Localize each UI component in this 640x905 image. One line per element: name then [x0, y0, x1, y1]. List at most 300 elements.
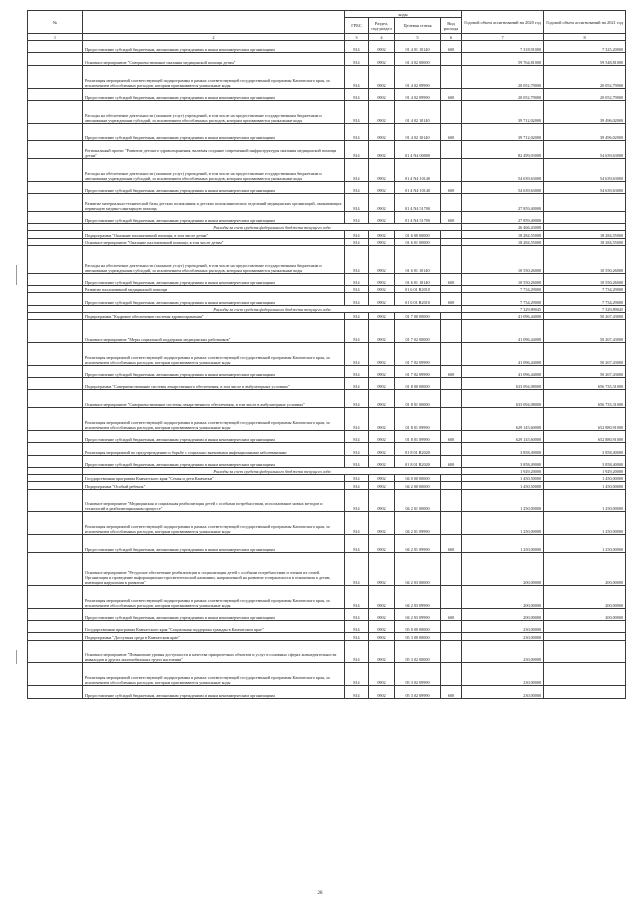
cell-expense-type: 600: [441, 455, 462, 467]
cell-sum-2021: 200,00000: [544, 585, 626, 608]
header-sum-2021: Годовой объем ассигнований на 2021 год: [544, 11, 626, 34]
cell-number: [28, 633, 83, 640]
cell-number: [28, 489, 83, 512]
cell-razdel: 0902: [369, 273, 395, 285]
index-cell: 1: [28, 34, 83, 41]
cell-number: [28, 535, 83, 553]
cell-sum-2020: 59 764,81000: [462, 53, 544, 65]
cell-sum-2020: 3 858,49000: [462, 443, 544, 455]
cell-sum-2021: 20 052,79000: [544, 88, 626, 100]
cell-razdel: 0902: [369, 489, 395, 512]
header-name: [83, 11, 345, 34]
cell-expense-type: [441, 585, 462, 608]
table-row: [28, 686, 626, 698]
cell-razdel: 0902: [369, 663, 395, 686]
cell-name: Развитие материально-технической базы детских поликлиник и детских поликлинических отделений медицинских организаций, оказывающих первичную медико-санитарную помощь: [83, 194, 345, 212]
cell-number: [28, 273, 83, 285]
cell-grbs: 814: [345, 633, 369, 640]
cell-target-article: 01 4 02 09990: [395, 65, 441, 88]
cell-expense-type: [441, 245, 462, 273]
cell-number: [28, 482, 83, 489]
cell-sum-2020: 27 859,40000: [462, 211, 544, 223]
cell-grbs: 814: [345, 663, 369, 686]
table-row: [28, 365, 626, 377]
cell-razdel: 0902: [369, 286, 395, 293]
cell-razdel: 0902: [369, 181, 395, 193]
cell-target-article: 05 3 00 00000: [395, 633, 441, 640]
index-cell: 2: [83, 34, 345, 41]
cell-target-article: 01 6 00 00000: [395, 231, 441, 238]
cell-sum-2020: 39 712,02000: [462, 123, 544, 141]
cell-sum-2020: 41 096,44000: [462, 342, 544, 365]
cell-number: [28, 430, 83, 442]
cell-sum-2021: [544, 211, 626, 223]
cell-sum-2021: 200,00000: [544, 552, 626, 585]
cell-number: [28, 53, 83, 65]
table-row: [28, 390, 626, 408]
table-row: [28, 378, 626, 390]
cell-grbs: 814: [345, 640, 369, 663]
cell-name: Подпрограмма "Кадровое обеспечение системы здравоохранения": [83, 312, 345, 319]
cell-sum-2020: 629 145,60000: [462, 430, 544, 442]
cell-target-article: 01 4 02 10140: [395, 123, 441, 141]
table-row: [28, 443, 626, 455]
cell-expense-type: 600: [441, 293, 462, 305]
cell-sum-2021: 59 548,81000: [544, 53, 626, 65]
cell-number: [28, 305, 83, 312]
cell-target-article: 01 4 N4 51700: [395, 211, 441, 223]
cell-target-article: 01 6 01 R2010: [395, 286, 441, 293]
cell-expense-type: [441, 663, 462, 686]
table-row: [28, 640, 626, 663]
cell-number: [28, 181, 83, 193]
table-row: [28, 100, 626, 123]
cell-sum-2021: 200,00000: [544, 608, 626, 620]
cell-grbs: 814: [345, 535, 369, 553]
cell-expense-type: [441, 552, 462, 585]
cell-name: Предоставление субсидий бюджетным, автономным учреждениям и иным некоммерческим организациям: [83, 211, 345, 223]
table-row: [28, 489, 626, 512]
cell-grbs: 814: [345, 608, 369, 620]
cell-grbs: 814: [345, 41, 369, 53]
cell-number: [28, 100, 83, 123]
cell-grbs: 814: [345, 53, 369, 65]
cell-number: [28, 663, 83, 686]
table-row: [28, 41, 626, 53]
cell-razdel: 0902: [369, 552, 395, 585]
cell-sum-2020: 1 250,00000: [462, 489, 544, 512]
cell-number: [28, 141, 83, 159]
cell-target-article: 01 6 01 10140: [395, 273, 441, 285]
cell-note: Расходы за счет средств федерального бюджета текущего года: [83, 224, 462, 231]
table-row: [28, 273, 626, 285]
cell-expense-type: [441, 342, 462, 365]
cell-sum-2021: 50 267,43000: [544, 312, 626, 319]
cell-sum-2020: 230,00000: [462, 640, 544, 663]
cell-expense-type: [441, 158, 462, 181]
cell-name: Подпрограмма "Доступная среда в Камчатском крае": [83, 633, 345, 640]
cell-expense-type: [441, 443, 462, 455]
cell-expense-type: [441, 512, 462, 535]
cell-sum-2021: 39 496,02000: [544, 123, 626, 141]
cell-name: Предоставление субсидий бюджетным, автономным учреждениям и иным некоммерческим организациям: [83, 181, 345, 193]
cell-number: [28, 312, 83, 319]
cell-sum-2021: [544, 633, 626, 640]
cell-expense-type: 600: [441, 123, 462, 141]
cell-target-article: 01 4 N4 10140: [395, 181, 441, 193]
cell-sum-2020: 1 929,20000: [462, 467, 544, 474]
header-sum-2020: Годовой объем ассигнований на 2020 год: [462, 11, 544, 34]
cell-sum-2020: 41 096,44000: [462, 312, 544, 319]
header-grbs: ГРБС: [345, 18, 369, 34]
cell-razdel: 0902: [369, 194, 395, 212]
cell-grbs: 814: [345, 552, 369, 585]
cell-razdel: 0902: [369, 88, 395, 100]
cell-sum-2020: 200,00000: [462, 585, 544, 608]
cell-expense-type: [441, 231, 462, 238]
cell-target-article: 04 2 03 00000: [395, 552, 441, 585]
cell-razdel: 0902: [369, 141, 395, 159]
cell-number: [28, 123, 83, 141]
cell-sum-2021: [544, 640, 626, 663]
cell-razdel: 0902: [369, 390, 395, 408]
budget-table-body: [28, 41, 626, 699]
cell-sum-2020: 230,00000: [462, 686, 544, 698]
cell-sum-2021: 20 052,79000: [544, 65, 626, 88]
table-row: [28, 293, 626, 305]
cell-name: Предоставление субсидий бюджетным, автономным учреждениям и иным некоммерческим организациям: [83, 455, 345, 467]
cell-expense-type: [441, 312, 462, 319]
cell-number: [28, 238, 83, 245]
cell-expense-type: 600: [441, 365, 462, 377]
cell-sum-2021: 1 450,00000: [544, 482, 626, 489]
cell-target-article: 01 4 02 10140: [395, 100, 441, 123]
cell-sum-2021: 50 267,43000: [544, 320, 626, 343]
cell-name: Подпрограмма "Совершенствование системы лекарственного обеспечения, в том числе в амбулаторных условиях": [83, 378, 345, 390]
cell-sum-2020: 82 499,03000: [462, 141, 544, 159]
index-cell: 5: [395, 34, 441, 41]
cell-name: Основное мероприятие "Оказание паллиативной помощи, в том числе детям": [83, 238, 345, 245]
cell-sum-2021: [544, 194, 626, 212]
cell-target-article: 04 2 01 09990: [395, 535, 441, 553]
cell-razdel: 0902: [369, 123, 395, 141]
table-row: [28, 512, 626, 535]
table-row: [28, 320, 626, 343]
cell-grbs: 814: [345, 585, 369, 608]
cell-grbs: 814: [345, 158, 369, 181]
cell-grbs: 814: [345, 65, 369, 88]
cell-name: Предоставление субсидий бюджетным, автономным учреждениям и иным некоммерческим организациям: [83, 88, 345, 100]
cell-target-article: 05 3 02 00000: [395, 640, 441, 663]
cell-name: Основное мероприятие "Повышение уровня доступности и качества приоритетных объектов и услуг в основных сферах жизнедеятельности инвалидов и других маломобильных групп населения": [83, 640, 345, 663]
table-row: [28, 312, 626, 319]
index-cell: 8: [544, 34, 626, 41]
cell-sum-2021: 54 639,63000: [544, 181, 626, 193]
table-row: [28, 65, 626, 88]
table-row: [28, 231, 626, 238]
cell-sum-2020: 7 329,89045: [462, 305, 544, 312]
cell-number: [28, 211, 83, 223]
index-cell: 3: [345, 34, 369, 41]
cell-sum-2021: 10 550,26000: [544, 273, 626, 285]
cell-number: [28, 365, 83, 377]
cell-grbs: 814: [345, 88, 369, 100]
cell-number: [28, 640, 83, 663]
cell-grbs: 814: [345, 211, 369, 223]
cell-razdel: 0902: [369, 158, 395, 181]
cell-number: [28, 621, 83, 633]
cell-target-article: 01 7 00 00000: [395, 312, 441, 319]
cell-sum-2020: 54 639,63000: [462, 158, 544, 181]
table-row: [28, 430, 626, 442]
cell-sum-2020: 7 734,29000: [462, 293, 544, 305]
cell-target-article: 05 0 00 00000: [395, 621, 441, 633]
cell-name: Предоставление субсидий бюджетным, автономным учреждениям и иным некоммерческим организациям: [83, 430, 345, 442]
cell-name: Подпрограмма "Особый ребенок": [83, 482, 345, 489]
cell-number: [28, 585, 83, 608]
cell-grbs: 814: [345, 475, 369, 482]
cell-grbs: 814: [345, 286, 369, 293]
header-target-article: Целевая статья: [395, 18, 441, 34]
cell-target-article: 01 8 01 09990: [395, 430, 441, 442]
cell-target-article: 01 4 02 00000: [395, 53, 441, 65]
cell-name: Предоставление субсидий бюджетным, автономным учреждениям и иным некоммерческим организациям: [83, 365, 345, 377]
cell-expense-type: [441, 640, 462, 663]
cell-name: Основное мероприятие "Меры социальной поддержки медицинских работников": [83, 320, 345, 343]
cell-sum-2021: 50 267,43000: [544, 342, 626, 365]
cell-name: Региональный проект "Развитие детского здравоохранения, включая создание современной инфраструктуры оказания медицинской помощи детям": [83, 141, 345, 159]
header-expense-type: Вид расхода: [441, 18, 462, 34]
cell-sum-2020: 54 639,63000: [462, 181, 544, 193]
table-row: [28, 621, 626, 633]
table-row: [28, 455, 626, 467]
cell-sum-2020: 3 858,49000: [462, 455, 544, 467]
table-row: [28, 123, 626, 141]
cell-sum-2020: 41 096,44000: [462, 365, 544, 377]
cell-expense-type: 600: [441, 608, 462, 620]
cell-grbs: 814: [345, 312, 369, 319]
cell-sum-2020: 1 450,50000: [462, 475, 544, 482]
cell-grbs: 814: [345, 100, 369, 123]
cell-target-article: 05 3 02 09990: [395, 686, 441, 698]
cell-sum-2020: 26 466,43000: [462, 224, 544, 231]
cell-grbs: 814: [345, 390, 369, 408]
cell-expense-type: [441, 65, 462, 88]
cell-razdel: 0902: [369, 621, 395, 633]
cell-sum-2020: 230,00000: [462, 663, 544, 686]
cell-name: Реализация мероприятий соответствующей подпрограммы в рамках соответствующей государственной программы Камчатского края, за исключением обособленных расходов, которым присваиваются уникальные коды: [83, 663, 345, 686]
cell-sum-2021: 656 735,31000: [544, 378, 626, 390]
cell-number: [28, 158, 83, 181]
table-row: [28, 238, 626, 245]
cell-grbs: 814: [345, 273, 369, 285]
table-row: [28, 633, 626, 640]
cell-expense-type: [441, 621, 462, 633]
table-row: [28, 475, 626, 482]
cell-target-article: 01 4 01 10140: [395, 41, 441, 53]
cell-grbs: 814: [345, 512, 369, 535]
cell-sum-2021: 50 267,43000: [544, 365, 626, 377]
cell-sum-2021: [544, 621, 626, 633]
cell-sum-2020: 7 318,91000: [462, 41, 544, 53]
table-note-row: [28, 224, 626, 231]
table-note-row: [28, 305, 626, 312]
cell-expense-type: [441, 100, 462, 123]
cell-grbs: 814: [345, 181, 369, 193]
cell-razdel: 0902: [369, 41, 395, 53]
cell-sum-2021: 656 735,31000: [544, 390, 626, 408]
cell-razdel: 0902: [369, 482, 395, 489]
cell-name: Государственная программа Камчатского края "Семья и дети Камчатки": [83, 475, 345, 482]
cell-sum-2021: 10 550,26000: [544, 245, 626, 273]
cell-expense-type: 600: [441, 88, 462, 100]
cell-razdel: 0902: [369, 455, 395, 467]
cell-sum-2021: [544, 663, 626, 686]
cell-expense-type: 600: [441, 211, 462, 223]
cell-sum-2020: 200,00000: [462, 608, 544, 620]
table-row: [28, 585, 626, 608]
cell-number: [28, 88, 83, 100]
cell-expense-type: [441, 633, 462, 640]
table-row: [28, 552, 626, 585]
cell-name: Основное мероприятие "Медицинская и социальная реабилитация детей с особыми потребностями, использование новых методов и технологий в реабилитационном процессе": [83, 489, 345, 512]
cell-sum-2021: 3 858,40000: [544, 455, 626, 467]
index-cell: 4: [369, 34, 395, 41]
cell-razdel: 0902: [369, 65, 395, 88]
cell-target-article: 01 7 02 00000: [395, 320, 441, 343]
cell-expense-type: 600: [441, 686, 462, 698]
cell-target-article: 01 8 00 00000: [395, 378, 441, 390]
table-row: [28, 245, 626, 273]
header-razdel: Раздел, под-раздел: [369, 18, 395, 34]
cell-grbs: 814: [345, 686, 369, 698]
cell-expense-type: [441, 320, 462, 343]
cell-sum-2021: 3 858,40000: [544, 443, 626, 455]
cell-sum-2020: 41 096,44000: [462, 320, 544, 343]
cell-number: [28, 552, 83, 585]
cell-grbs: 814: [345, 378, 369, 390]
margin-mark: [16, 650, 17, 664]
cell-number: [28, 65, 83, 88]
cell-razdel: 0902: [369, 430, 395, 442]
cell-sum-2021: [544, 686, 626, 698]
cell-target-article: 01 8 01 R2020: [395, 455, 441, 467]
cell-expense-type: [441, 141, 462, 159]
cell-razdel: 0902: [369, 312, 395, 319]
cell-sum-2021: 7 734,29000: [544, 286, 626, 293]
page-number: 28: [317, 891, 323, 896]
cell-name: Реализация мероприятий соответствующей подпрограммы в рамках соответствующей государственной программы Камчатского края, за исключением обособленных расходов, которым присваиваются уникальные коды: [83, 342, 345, 365]
cell-grbs: 814: [345, 489, 369, 512]
cell-grbs: 814: [345, 365, 369, 377]
cell-expense-type: [441, 482, 462, 489]
cell-sum-2021: 7 329,89045: [544, 305, 626, 312]
cell-sum-2021: 1 250,00000: [544, 535, 626, 553]
cell-sum-2021: 1 250,00000: [544, 489, 626, 512]
table-row: [28, 663, 626, 686]
cell-expense-type: [441, 238, 462, 245]
cell-target-article: 04 2 01 09990: [395, 512, 441, 535]
cell-number: [28, 231, 83, 238]
cell-name: Предоставление субсидий бюджетным, автономным учреждениям и иным некоммерческим организациям: [83, 535, 345, 553]
table-row: [28, 608, 626, 620]
cell-name: Реализация мероприятий соответствующей подпрограммы в рамках соответствующей государственной программы Камчатского края, за исключением обособленных расходов, которым присваиваются уникальные коды: [83, 585, 345, 608]
cell-razdel: 0902: [369, 245, 395, 273]
cell-name: Реализация мероприятий по предупреждению и борьбе с социально значимыми инфекционными заболеваниями: [83, 443, 345, 455]
cell-grbs: 814: [345, 482, 369, 489]
cell-number: [28, 408, 83, 431]
cell-expense-type: [441, 408, 462, 431]
cell-grbs: 814: [345, 408, 369, 431]
cell-number: [28, 455, 83, 467]
cell-target-article: 01 6 01 R2010: [395, 293, 441, 305]
cell-expense-type: [441, 286, 462, 293]
cell-sum-2020: 633 094,08000: [462, 390, 544, 408]
cell-number: [28, 286, 83, 293]
cell-razdel: 0902: [369, 686, 395, 698]
cell-sum-2020: 230,00000: [462, 633, 544, 640]
cell-sum-2021: 54 639,63000: [544, 141, 626, 159]
cell-number: [28, 475, 83, 482]
cell-target-article: 05 3 02 09990: [395, 663, 441, 686]
header-codes: коды: [345, 11, 462, 18]
cell-number: [28, 245, 83, 273]
cell-razdel: 0902: [369, 293, 395, 305]
cell-target-article: 04 2 01 00000: [395, 489, 441, 512]
cell-razdel: 0902: [369, 475, 395, 482]
cell-target-article: 01 4 N4 00000: [395, 141, 441, 159]
cell-sum-2021: 54 639,63000: [544, 158, 626, 181]
cell-sum-2021: [544, 224, 626, 231]
cell-name: Развитие паллиативной медицинской помощи: [83, 286, 345, 293]
cell-expense-type: [441, 53, 462, 65]
cell-sum-2020: 20 052,79000: [462, 65, 544, 88]
cell-expense-type: [441, 475, 462, 482]
margin-mark: [16, 265, 17, 285]
cell-razdel: 0902: [369, 408, 395, 431]
cell-sum-2020: 20 052,79000: [462, 88, 544, 100]
cell-razdel: 0902: [369, 342, 395, 365]
cell-grbs: 814: [345, 320, 369, 343]
cell-number: [28, 320, 83, 343]
cell-expense-type: 600: [441, 181, 462, 193]
cell-target-article: 01 8 01 R2020: [395, 443, 441, 455]
cell-name: Государственная программа Камчатского края "Социальная поддержка граждан в Камчатском крае": [83, 621, 345, 633]
table-row: [28, 342, 626, 365]
cell-number: [28, 224, 83, 231]
cell-number: [28, 686, 83, 698]
header-number: №: [28, 11, 83, 34]
cell-sum-2020: 1 250,00000: [462, 535, 544, 553]
table-row: [28, 194, 626, 212]
cell-expense-type: [441, 378, 462, 390]
table-row: [28, 211, 626, 223]
cell-grbs: 814: [345, 245, 369, 273]
cell-grbs: 814: [345, 238, 369, 245]
cell-grbs: 814: [345, 293, 369, 305]
budget-table: [27, 10, 626, 699]
table-row: [28, 181, 626, 193]
cell-name: Предоставление субсидий бюджетным, автономным учреждениям и иным некоммерческим организациям: [83, 41, 345, 53]
cell-number: [28, 467, 83, 474]
cell-name: Расходы на обеспечение деятельности (оказание услуг) учреждений, в том числе на предоставление государственным бюджетным и автономным учреждениям субсидий, за исключением обособленных расходов, которым присваиваются уникальные коды: [83, 245, 345, 273]
cell-razdel: 0902: [369, 365, 395, 377]
table-row: [28, 53, 626, 65]
table-row: [28, 535, 626, 553]
cell-razdel: 0902: [369, 53, 395, 65]
cell-name: Подпрограмма "Оказание паллиативной помощи, в том числе детям": [83, 231, 345, 238]
cell-note: Расходы за счет средств федерального бюджета текущего года: [83, 305, 462, 312]
